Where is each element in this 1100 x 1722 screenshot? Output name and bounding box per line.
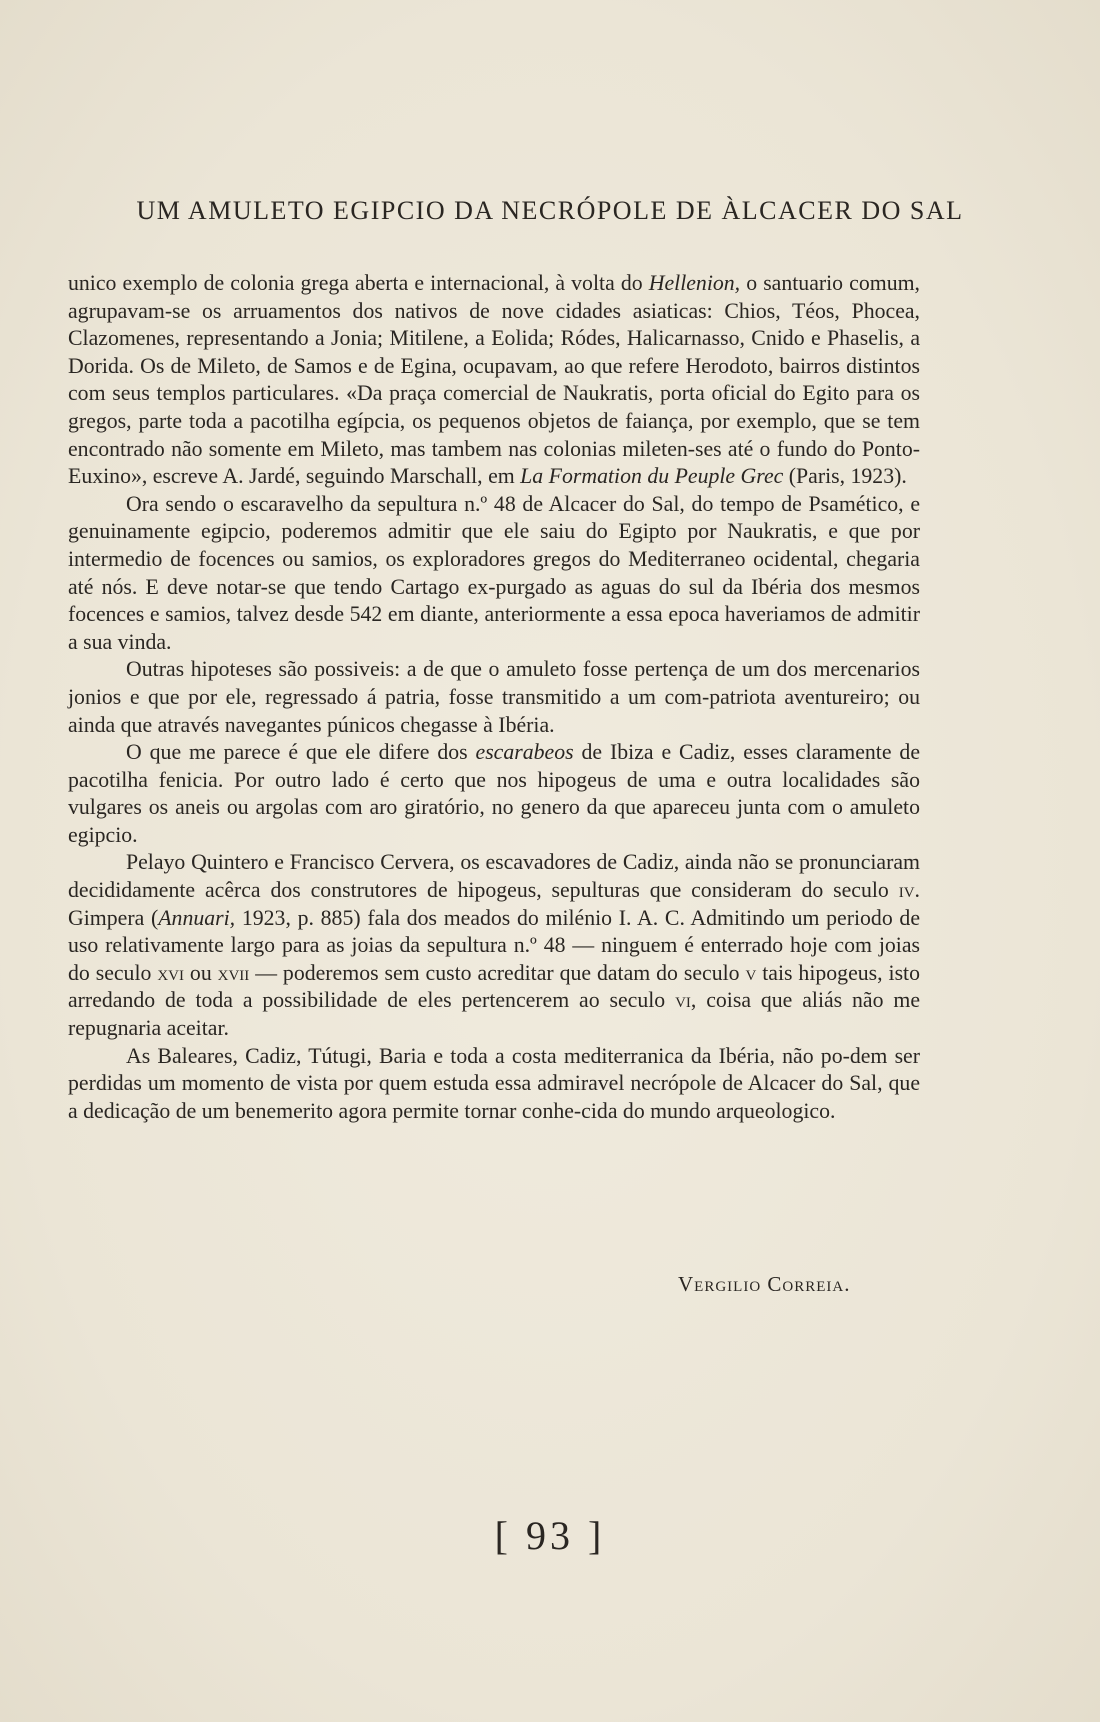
paragraph-5 xyxy=(68,849,920,1042)
paragraph-6: As Baleares, Cadiz, Tútugi, Baria e toda a costa mediterranica da Ibéria, não po-dem ser perdidas um momento de vista por quem estuda essa admiravel necrópole de Alcacer do Sal, que a dedicação de um benemerito agora permite tornar conhe-cida do mundo arqueologico. xyxy=(68,1043,920,1123)
running-header: UM AMULETO EGIPCIO DA NECRÓPOLE DE ÀLCACER DO SAL xyxy=(136,196,964,225)
italic-run: escarabeos xyxy=(475,740,574,765)
text-run: o santuario comum, agrupavam-se os arruamentos dos nativos de nove cidades asiaticas: Chios, Téos, Phocea, Clazomenes, representando a Jonia; Mitilene, a Eolida; Ródes, Halicarnasso, Cnido e Phaselis, a Dorida. Os de Mileto, de Samos e de Egina, ocupavam, ao que refere Herodoto, bairros distintos com seus templos particulares. «Da praça comercial de Naukratis, porta oficial do Egito para os gregos, parte toda a pacotilha egípcia, os pequenos objetos de faiança, por exemplo, que se tem encontrado não somente em Mileto, mas tambem nas colonias mileten-ses até o fundo do Ponto-Euxino», escreve A. Jardé, seguindo Marschall, em xyxy=(68,271,920,489)
text-run: — poderemos sem custo acreditar que datam do seculo xyxy=(249,960,746,985)
italic-run: Hellenion, xyxy=(648,271,741,295)
text-run: . Gimpera ( xyxy=(68,878,920,930)
text-run: tais hipogeus, isto arredando de toda a possibilidade de eles pertencerem ao seculo xyxy=(68,960,921,1013)
smallcaps-run: xvi xyxy=(157,960,184,985)
paragraph-3: Outras hipoteses são possiveis: a de que o amuleto fosse pertença de um dos mercenarios jonios e que por ele, regressado á patria, fosse transmitido a um com-patriota aventureiro; ou ainda que através navegantes púnicos chegasse à Ibéria. xyxy=(68,657,920,737)
paragraph-4 xyxy=(68,739,920,849)
paragraph-2: Ora sendo o escaravelho da sepultura n.º 48 de Alcacer do Sal, do tempo de Psamético, e genuinamente egipcio, poderemos admitir que ele saiu do Egipto por Naukratis, e que por intermedio de focences ou samios, os exploradores gregos do Mediterraneo ocidental, chegaria até nós. E deve notar-se que tendo Cartago ex-purgado as aguas do sul da Ibéria dos mesmos focences e samios, talvez desde 542 em diante, anteriormente a essa epoca haveriamos de admitir a sua vinda. xyxy=(68,491,920,654)
smallcaps-run: xvii xyxy=(217,960,250,985)
smallcaps-run: iv xyxy=(898,878,915,903)
italic-run: La Formation du Peuple Grec xyxy=(520,464,784,489)
page-number: [ 93 ] xyxy=(494,1513,606,1558)
author-signature: Vergilio Correia. xyxy=(678,1272,851,1296)
body-text xyxy=(68,270,920,1125)
text-run: O que me parece é que ele difere dos xyxy=(126,740,476,765)
text-run: unico exemplo de colonia grega aberta e internacional, à volta do xyxy=(68,271,649,295)
text-run: (Paris, 1923). xyxy=(783,464,907,489)
smallcaps-run: v xyxy=(745,960,757,985)
smallcaps-run: vi xyxy=(675,988,691,1013)
text-run: 1923, p. 885) fala dos meados do milénio I. A. C. Admitindo um periodo de uso relativamente largo para as joias da sepultura n.º 48 — ninguem é enterrado hoje com joias do seculo xyxy=(68,905,920,985)
italic-run: Annuari, xyxy=(158,905,236,930)
text-run: Pelayo Quintero e Francisco Cervera, os escavadores de Cadiz, ainda não se pronunciaram decididamente acêrca dos construtores de hipogeus, sepulturas que consideram do seculo xyxy=(68,850,920,903)
text-run: de Ibiza e Cadiz, esses claramente de pacotilha fenicia. Por outro lado é certo que nos hipogeus de uma e outra localidades são vulgares os aneis ou argolas com aro giratório, no genero da que apareceu junta com o amuleto egipcio. xyxy=(68,740,921,847)
text-run: ou xyxy=(184,960,218,985)
paragraph-1 xyxy=(68,270,920,491)
text-run: , coisa que aliás não me repugnaria aceitar. xyxy=(68,988,920,1041)
